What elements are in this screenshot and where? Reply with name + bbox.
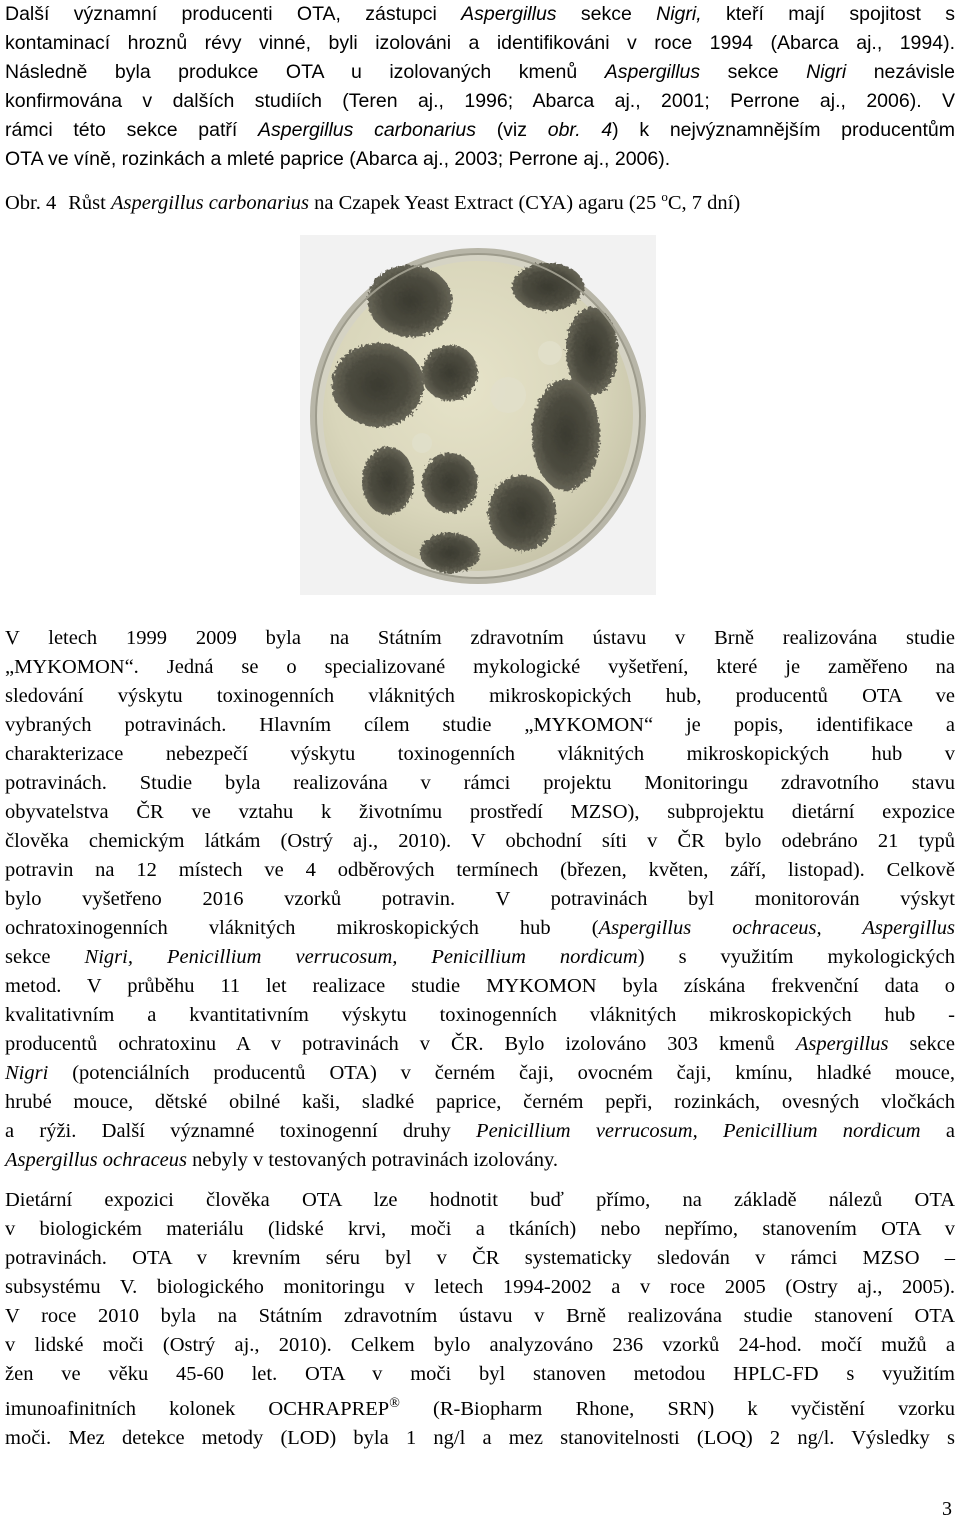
text-segment: (potenciálních producentů OTA) v černém čaji, ovocném čaji, kmínu, hladké mouce, [48,1062,955,1084]
text-segment: obyvatelstva ČR ve vztahu k životnímu prostředí MZSO), subprojektu dietární expozice [5,801,955,823]
text-line [5,1273,955,1302]
colony [488,475,556,551]
figure-caption [5,184,740,216]
text-segment: v lidské moči (Ostrý aj., 2010). Celkem bylo analyzováno 236 vzorků 24-hod. močí mužů a [5,1334,955,1356]
text-line [5,0,955,29]
text-segment: Aspergillus ochraceus, Aspergillus [598,917,955,939]
text-segment: Aspergillus [461,3,557,25]
text-segment: V roce 2010 byla na Státním zdravotním ústavu v Brně realizována studie stanovení OTA [5,1305,955,1327]
text-segment: subsystému V. biologického monitoringu v letech 1994-2002 a v roce 2005 (Ostry aj., 2005). [5,1276,955,1298]
text-line [5,1030,955,1059]
colony [532,379,600,491]
text-line [5,769,955,798]
text-segment: charakterizace nebezpečí výskytu toxinogenních vláknitých mikroskopických hub v [5,743,955,765]
text-segment: člověka chemickým látkám (Ostrý aj., 2010). V obchodní síti v ČR bylo odebráno 21 typů [5,830,955,852]
text-segment: rámci této sekce patří [5,119,258,141]
text-segment: a rýži. Další významné toxinogenní druhy [5,1120,477,1142]
degree-sign: o [661,189,668,204]
text-line [5,711,955,740]
text-line [5,1146,955,1175]
text-segment: žen ve věku 45-60 let. OTA v moči byl stanoven metodou HPLC-FD s využitím [5,1363,955,1385]
text-segment: potravinách. Studie byla realizována v rámci projektu Monitoringu zdravotního stavu [5,772,955,794]
text-line [5,1389,955,1424]
text-segment: potravin na 12 místech ve 4 odběrových termínech (březen, květen, září, listopad). Celkově [5,859,955,881]
text-segment: ) s využitím mykologických [637,946,955,968]
text-segment: bylo vyšetřeno 2016 vzorků potravin. V potravinách byl monitorován výskyt [5,888,955,910]
colony [362,447,414,515]
text-line [5,653,955,682]
text-segment: Aspergillus carbonarius [258,119,476,141]
text-segment: V letech 1999 2009 byla na Státním zdravotním ústavu v Brně realizována studie [5,627,955,649]
text-line [5,87,955,116]
text-segment: Nigri [806,61,847,83]
text-segment: a [920,1120,956,1142]
text-segment: hrubé mouce, dětské obilné kaši, sladké paprice, černém pepři, rozinkách, ovesných vločkách [5,1091,955,1113]
text-segment: Dietární expozici člověka OTA lze hodnotit buď přímo, na základě nálezů OTA [5,1189,955,1211]
text-segment: nezávisle [846,61,955,83]
text-line [5,1059,955,1088]
text-segment: kteří mají spojitost s [701,3,955,25]
caption-prefix: Růst [68,191,111,214]
colony [332,343,424,427]
colony [420,533,480,573]
text-line [5,885,955,914]
text-segment: vybraných potravinách. Hlavním cílem studie „MYKOMON“ je popis, identifikace a [5,714,955,736]
text-line [5,1215,955,1244]
text-segment: Aspergillus ochraceus [5,1149,188,1171]
text-segment: Aspergillus [795,1033,889,1055]
text-line [5,943,955,972]
text-line [5,972,955,1001]
petri-dish-photo [300,235,656,595]
text-line [5,29,955,58]
text-segment: v biologickém materiálu (lidské krvi, moči a tkáních) nebo nepřímo, stanovením OTA v [5,1218,955,1240]
text-line [5,827,955,856]
text-segment: producentů ochratoxinu A v potravinách v ČR. Bylo izolováno 303 kmenů [5,1033,796,1055]
text-segment: Následně byla produkce OTA u izolovaných kmenů [5,61,605,83]
text-line [5,682,955,711]
colony [368,265,452,337]
caption-end: C, 7 dní) [667,191,741,214]
text-line [5,1424,955,1453]
text-line [5,798,955,827]
caption-suffix: na Czapek Yeast Extract (CYA) agaru (25 [308,191,662,214]
text-segment: nebyly v testovaných potravinách izolovány. [187,1149,558,1171]
text-segment: potravinách. OTA v krevním séru byl v ČR systematicky sledován v rámci MZSO – [5,1247,955,1269]
text-line [5,116,955,145]
text-line [5,1117,955,1146]
text-segment: sekce [700,61,807,83]
text-segment: Nigri [5,1062,49,1084]
text-line [5,58,955,87]
text-line [5,914,955,943]
text-line [5,1302,955,1331]
caption-species: Aspergillus carbonarius [110,191,309,214]
text-segment: sekce [556,3,657,25]
colony [422,345,478,401]
text-segment: obr. 4 [547,119,613,141]
text-segment: ) k nejvýznamnějším producentům [612,119,956,141]
text-segment: Nigri, Penicillium verrucosum, Penicillium nordicum [84,946,638,968]
text-segment: metod. V průběhu 11 let realizace studie MYKOMON byla získána frekvenční data o [5,975,955,997]
text-segment: ochratoxinogenních vláknitých mikroskopických hub ( [5,917,599,939]
petri-dish-image [300,235,656,595]
text-line [5,1088,955,1117]
text-segment: „MYKOMON“. Jedná se o specializované mykologické vyšetření, které je zaměřeno na [5,656,955,678]
colony [422,453,478,513]
text-line [5,1186,955,1215]
text-segment: imunoafinitních kolonek OCHRAPREP [5,1397,390,1420]
text-line [5,1331,955,1360]
intro-paragraph [5,0,955,174]
text-line [5,624,955,653]
text-line [5,145,955,174]
text-segment: OTA ve víně, rozinkách a mleté paprice (Abarca aj., 2003; Perrone aj., 2006). [5,148,671,170]
text-segment: Penicillium verrucosum, Penicillium nordicum [476,1120,921,1142]
text-segment: sekce [5,946,85,968]
exposure-paragraph [5,1186,955,1453]
text-segment: kontaminací hroznů révy vinné, byli izolováni a identifikováni v roce 1994 (Abarca aj., 1994). [5,32,955,54]
text-segment: (R-Biopharm Rhone, SRN) k vyčistění vzorku [399,1397,955,1420]
text-segment: sekce [888,1033,955,1055]
text-line [5,856,955,885]
text-segment: moči. Mez detekce metody (LOD) byla 1 ng/l a mez stanovitelnosti (LOQ) 2 ng/l. Výsledky s [5,1426,955,1449]
text-segment: kvalitativním a kvantitativním výskytu toxinogenních vláknitých mikroskopických hub - [5,1004,955,1026]
text-line [5,1001,955,1030]
text-line [5,740,955,769]
text-segment: ® [389,1396,400,1411]
text-segment: Aspergillus [604,61,701,83]
text-line [5,1244,955,1273]
figure-label: Obr. 4 [5,191,57,214]
text-line [5,1360,955,1389]
text-segment: sledování výskytu toxinogenních vláknitých mikroskopických hub, producentů OTA ve [5,685,955,707]
mykomon-paragraph [5,624,955,1175]
text-segment: Další významní producenti OTA, zástupci [5,3,462,25]
text-segment: (viz [475,119,548,141]
page-number: 3 [942,1498,952,1520]
text-segment: Nigri, [656,3,702,25]
text-segment: konfirmována v dalších studiích (Teren aj., 1996; Abarca aj., 2001; Perrone aj., 2006). V [5,90,955,112]
